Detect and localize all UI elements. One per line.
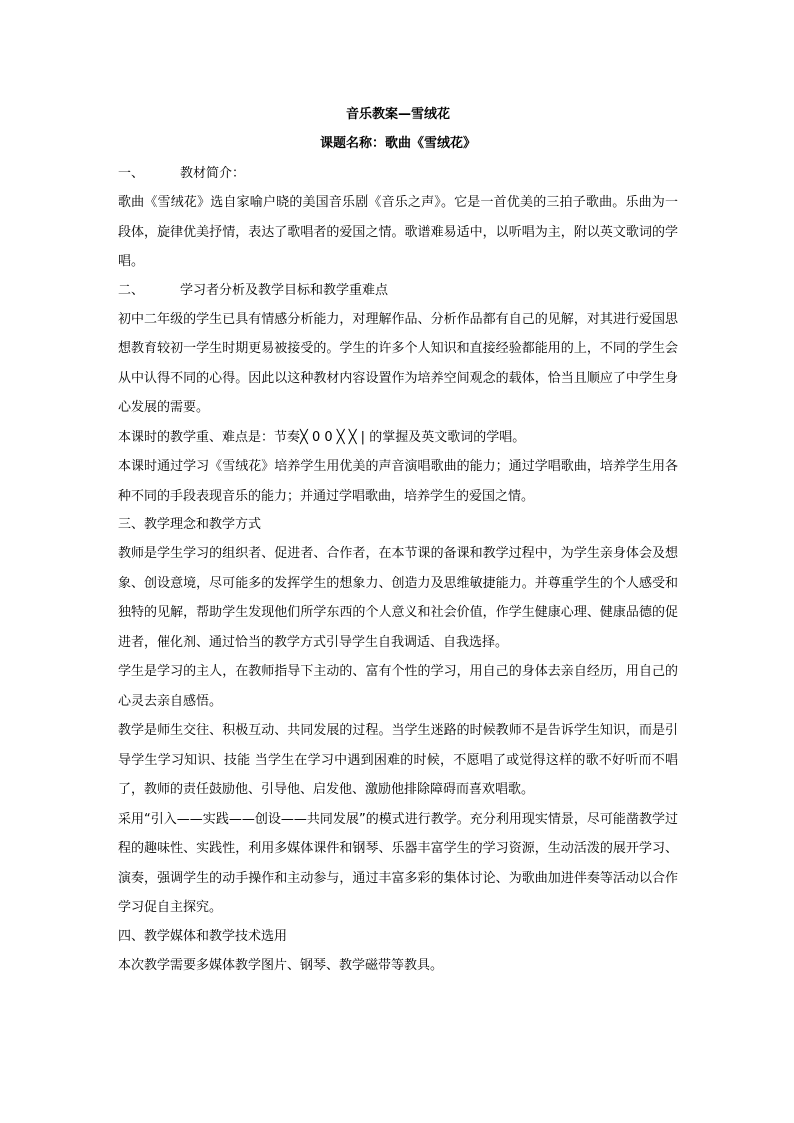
section-heading-3: 三、教学理念和教学方式 [118,517,262,532]
section-number-1: 一、 [118,166,145,181]
paragraph: 本课时通过学习《雪绒花》培养学生用优美的声音演唱歌曲的能力；通过学唱歌曲，培养学生用各种不同的手段表现音乐的能力；并通过学唱歌曲，培养学生的爱国之情。 [118,459,678,504]
section-number-2: 二、 [118,282,145,298]
paragraph: 学生是学习的主人，在教师指导下主动的、富有个性的学习，用自己的身体去亲自经历，用自己的心灵去亲自感悟。 [118,664,678,709]
paragraph: 教学是师生交往、积极互动、共同发展的过程。当学生迷路的时候教师不是告诉学生知识，而是引导学生学习知识、技能 当学生在学习中遇到困难的时候，不愿唱了或觉得这样的歌不好听而不唱了，教师的责任鼓励他、引导他、启发他、激励他排除障碍而喜欢唱歌。 [118,723,678,797]
document-title: 音乐教案—雪绒花 [345,107,450,122]
section-title-2: 学习者分析及教学目标和教学重难点 [180,282,389,298]
paragraph: 采用“引入——实践——创设——共同发展”的模式进行教学。充分利用现实情景，尽可能凿教学过程的趣味性、实践性，利用多媒体课件和钢琴、乐器丰富学生的学习资源，生动活泼的展开学习、演奏，强调学生的动手操作和主动参与，通过丰富多彩的集体讨论、为歌曲加进伴奏等活动以合作学习促自主探究。 [118,811,678,915]
paragraph: 本课时的教学重、难点是：节奏╳ 0 0 ╳ ╳ | 的掌握及英文歌词的学唱。 [118,429,526,445]
paragraph: 初中二年级的学生已具有情感分析能力，对理解作品、分析作品都有自己的见解，对其进行爱国思想教育较初一学生时期更易被接受的。学生的许多个人知识和直接经验都能用的上，不同的学生会从中认得不同的心得。因此以这种教材内容设置作为培养空间观念的载体，恰当且顺应了中学生身心发展的需要。 [118,311,678,415]
section-heading-2 [118,277,678,305]
document-subtitle: 课题名称：歌曲《雪绒花》 [319,136,476,151]
section-heading-4: 四、教学媒体和教学技术选用 [118,928,288,944]
section-heading-1 [118,160,678,188]
document-body [118,102,678,980]
paragraph: 教师是学生学习的组织者、促进者、合作者，在本节课的备课和教学过程中，为学生亲身体会及想象、创设意境，尽可能多的发挥学生的想象力、创造力及思维敏捷能力。并尊重学生的个人感受和独特的见解，帮助学生发现他们所学东西的个人意义和社会价值，作学生健康心理、健康品德的促进者，催化剂、通过恰当的教学方式引导学生自我调适、自我选择。 [118,546,678,650]
paragraph: 本次教学需要多媒体教学图片、钢琴、教学磁带等教具。 [118,957,444,973]
section-title-1: 教材简介： [180,166,246,181]
paragraph: 歌曲《雪绒花》选自家喻户晓的美国音乐剧《音乐之声》。它是一首优美的三拍子歌曲。乐曲为一段体，旋律优美抒情，表达了歌唱者的爱国之情。歌谱难易适中，以听唱为主，附以英文歌词的学唱。 [118,195,678,269]
